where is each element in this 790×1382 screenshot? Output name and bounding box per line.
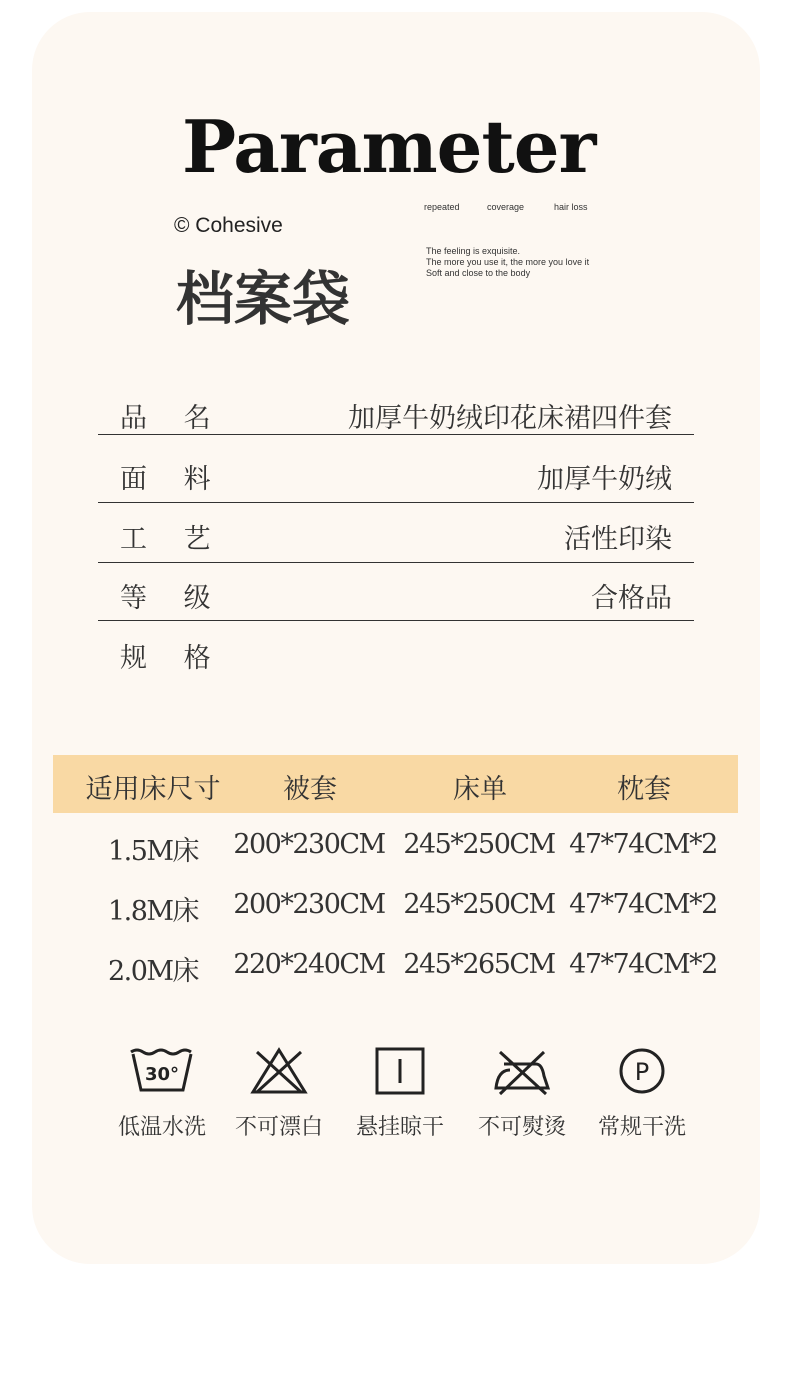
- spec-key: 等 级: [120, 583, 225, 614]
- care-label: 不可熨烫: [477, 1115, 566, 1140]
- tagline-line: Soft and close to the body: [426, 268, 531, 278]
- dry-clean-p-icon: [617, 1046, 667, 1096]
- table-cell: 2.0M床: [107, 956, 199, 987]
- spec-row-size: [98, 624, 694, 682]
- divider: [98, 562, 694, 563]
- column-header: 床单: [453, 774, 507, 805]
- tag-item: repeated: [424, 202, 460, 212]
- table-cell: 1.5M床: [107, 836, 199, 867]
- wash-temperature: 30°: [144, 1064, 180, 1085]
- care-item-no-iron: [462, 1046, 582, 1141]
- divider: [98, 502, 694, 503]
- table-cell: 1.8M床: [107, 896, 199, 927]
- care-label: 悬挂晾干: [355, 1115, 444, 1140]
- column-header: 被套: [283, 774, 337, 805]
- size-table-header: [53, 755, 738, 813]
- tagline-line: The more you use it, the more you love it: [426, 257, 590, 267]
- line-dry-icon: [373, 1046, 427, 1096]
- spec-row-fabric: [98, 445, 694, 503]
- table-cell: 47*74CM*2: [569, 829, 717, 860]
- table-cell: 245*250CM: [403, 829, 555, 860]
- no-iron-icon: [492, 1046, 552, 1096]
- care-item-dry-clean: [582, 1046, 702, 1141]
- spec-key: 品 名: [120, 403, 225, 434]
- divider: [98, 434, 694, 435]
- table-cell: 245*250CM: [403, 889, 555, 920]
- care-item-no-bleach: [219, 1046, 339, 1141]
- table-cell: 245*265CM: [403, 949, 555, 980]
- spec-value: 加厚牛奶绒: [537, 464, 672, 495]
- tagline-line: The feeling is exquisite.: [426, 246, 521, 256]
- dry-clean-letter: P: [634, 1058, 650, 1086]
- tag-item: coverage: [487, 202, 525, 212]
- table-cell: 47*74CM*2: [569, 949, 717, 980]
- spec-key: 工 艺: [120, 524, 225, 555]
- brand-name: © Cohesive: [174, 214, 283, 237]
- spec-row-craft: [98, 505, 694, 563]
- no-bleach-icon: [249, 1046, 309, 1096]
- page-title: Parameter: [182, 104, 596, 189]
- spec-key: 规 格: [120, 643, 225, 674]
- divider: [98, 620, 694, 621]
- table-cell: 200*230CM: [233, 889, 385, 920]
- chinese-title: 档案袋: [176, 265, 351, 333]
- spec-value: 活性印染: [564, 524, 672, 555]
- spec-value: 加厚牛奶绒印花床裙四件套: [348, 403, 672, 434]
- spec-key: 面 料: [120, 464, 225, 495]
- table-cell: 200*230CM: [233, 829, 385, 860]
- table-cell: 220*240CM: [233, 949, 385, 980]
- tagline: [426, 246, 589, 279]
- tag-item: hair loss: [554, 202, 588, 212]
- wash-30-icon: [129, 1046, 195, 1096]
- care-item-line-dry: [340, 1046, 460, 1141]
- table-cell: 47*74CM*2: [569, 889, 717, 920]
- spec-row-grade: [98, 564, 694, 622]
- care-item-wash: [102, 1046, 222, 1141]
- column-header: 枕套: [617, 774, 671, 805]
- care-label: 低温水洗: [117, 1115, 206, 1140]
- care-label: 常规干洗: [597, 1115, 686, 1140]
- spec-value: 合格品: [591, 583, 672, 614]
- column-header: 适用床尺寸: [85, 774, 221, 805]
- care-label: 不可漂白: [234, 1115, 323, 1140]
